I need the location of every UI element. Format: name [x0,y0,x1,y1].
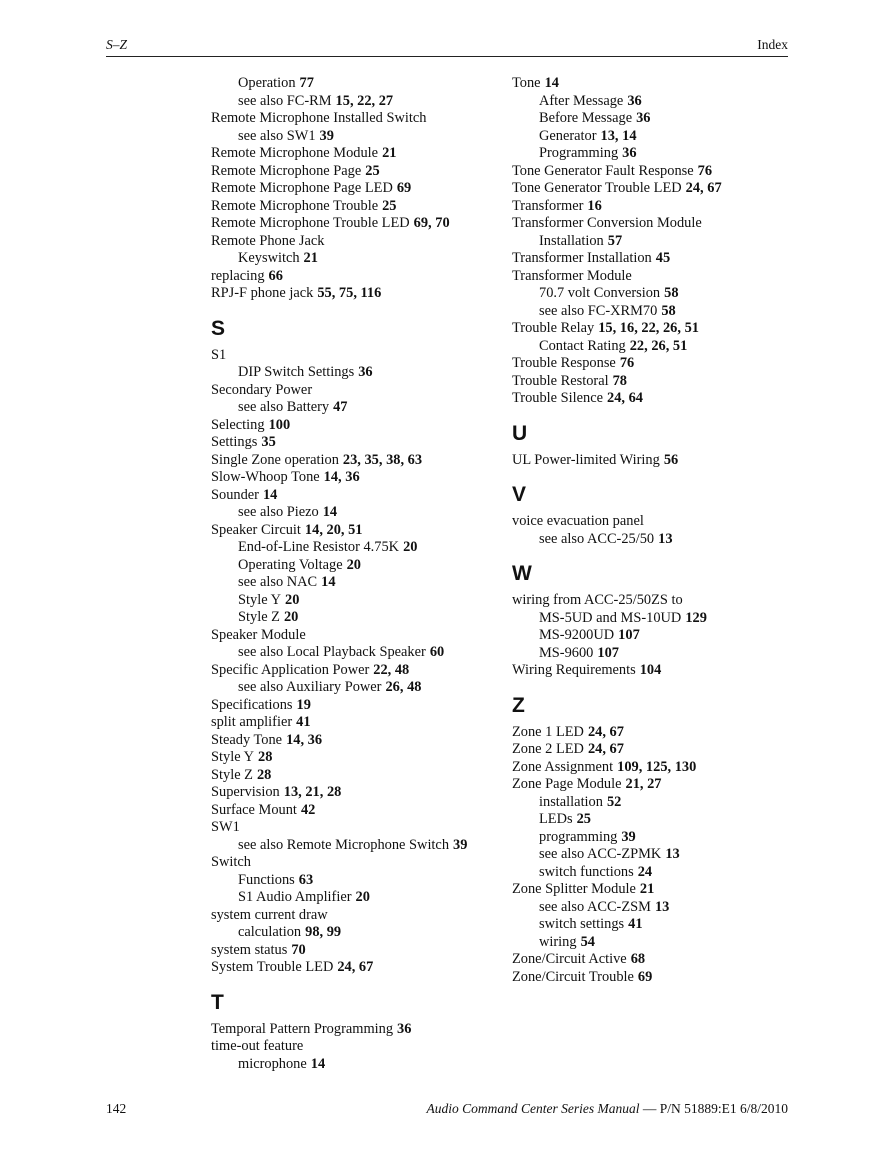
index-entry [512,75,802,93]
index-term: see also Auxiliary Power [238,679,382,695]
index-entry [211,110,501,128]
index-page-refs: 19 [296,696,311,713]
index-term: Transformer [512,197,584,214]
index-page-refs: 14 [321,574,336,590]
index-term: Remote Microphone Installed Switch [211,110,427,126]
index-entry [512,513,802,531]
index-term: Temporal Pattern Programming [211,1020,394,1037]
index-page-refs: 66 [268,267,283,284]
index-page-refs: 76 [619,355,635,371]
index-page-refs: 20 [403,539,418,555]
index-term: Zone Page Module [512,776,622,792]
index-page-refs: 20 [283,609,299,625]
index-subentry [512,145,802,163]
index-subentry [512,846,802,864]
index-term: Operating Voltage [238,556,343,573]
index-subentry [512,531,802,549]
index-term: Trouble Response [512,355,616,371]
index-term: see also ACC-ZSM [539,898,651,915]
index-term: Switch [211,854,251,870]
index-entry [211,1038,501,1056]
index-page-refs: 14 [310,1055,326,1072]
index-page-refs: 14, 36 [323,469,360,485]
index-term: Zone/Circuit Trouble [512,968,634,985]
index-entry [512,662,802,680]
index-entry [512,390,802,408]
index-subentry [512,934,802,952]
index-term: Specifications [211,696,293,713]
index-page-refs: 21 [303,250,318,266]
index-subentry [211,128,501,146]
index-page-refs: 20 [355,889,370,905]
index-letter-heading: W [512,562,532,585]
index-page-refs: 109, 125, 130 [617,758,697,775]
index-page-refs: 25 [576,811,591,827]
index-entry [211,767,501,785]
footer-manual-info [427,1101,789,1117]
index-term: Specific Application Power [211,661,370,678]
index-entry [512,250,802,268]
index-letter-heading: U [512,421,528,445]
index-entry [211,959,501,977]
index-entry [211,714,501,732]
index-term: 70.7 volt Conversion [539,285,661,301]
index-entry [211,347,501,365]
index-page-refs: 58 [661,302,676,319]
index-term: Steady Tone [211,731,283,748]
index-term: Before Message [539,110,633,126]
index-entry [211,452,501,470]
index-subentry [211,837,501,855]
index-term: programming [539,828,618,845]
index-subentry [211,574,501,592]
index-term: see also ACC-ZPMK [539,846,662,862]
index-term: MS-9600 [539,644,594,661]
index-entry [211,215,501,233]
index-term: see also ACC-25/50 [539,530,655,547]
index-term: Transformer Module [512,267,632,284]
index-term: DIP Switch Settings [238,364,355,380]
index-subentry [512,811,802,829]
index-subentry [512,128,802,146]
index-page-refs: 47 [333,399,348,415]
index-term: see also Piezo [238,504,319,520]
index-term: Style Z [238,609,280,625]
index-term: Settings [211,434,258,450]
index-term: Zone Splitter Module [512,881,636,897]
index-page-refs: 13, 21, 28 [283,784,342,800]
index-term: S1 [211,346,227,363]
index-term: Programming [539,145,619,161]
index-entry [512,951,802,969]
index-term: see also FC-RM [238,92,332,109]
index-page-refs: 21, 27 [625,776,662,792]
footer-part-info: — P/N 51889:E1 6/8/2010 [639,1101,788,1116]
index-term: Functions [238,871,295,888]
index-term: Style Y [238,591,282,608]
index-term: Sounder [211,486,259,503]
index-term: Trouble Relay [512,320,595,336]
index-page-refs: 68 [630,951,646,967]
index-term: voice evacuation panel [512,513,644,529]
index-subentry [211,539,501,557]
index-page-refs: 13, 14 [600,127,637,144]
index-term: Remote Microphone Page LED [211,180,393,196]
index-page-refs: 52 [606,793,622,810]
index-subentry [211,872,501,890]
index-entry [211,942,501,960]
index-page-refs: 104 [639,662,662,678]
index-subentry [512,93,802,111]
index-entry [512,320,802,338]
index-page-refs: 22, 48 [373,661,410,678]
index-term: Remote Microphone Trouble [211,197,379,214]
index-term: Speaker Module [211,626,306,643]
index-page-refs: 107 [597,644,619,661]
index-subentry [512,338,802,356]
index-page-refs: 24, 67 [587,741,624,757]
index-entry [512,741,802,759]
index-term: Tone Generator Trouble LED [512,180,682,196]
index-page-refs: 28 [258,749,273,765]
index-term: see also Local Playback Speaker [238,644,426,660]
index-term: Transformer Installation [512,250,652,266]
index-term: Supervision [211,784,280,800]
index-page-refs: 14 [322,504,338,520]
index-term: Surface Mount [211,801,297,818]
index-entry [512,268,802,286]
index-page-refs: 14 [262,486,278,503]
index-entry [211,627,501,645]
index-entry [512,776,802,794]
index-entry [211,522,501,540]
index-entry [211,819,501,837]
index-term: After Message [539,92,624,109]
index-term: Trouble Silence [512,390,604,406]
index-page-refs: 24, 67 [337,959,374,975]
index-page-refs: 69 [396,180,412,196]
index-page-refs: 25 [382,197,397,214]
index-page-refs: 13 [654,898,670,915]
index-entry [211,233,501,251]
index-page-refs: 63 [298,871,314,888]
index-entry [211,784,501,802]
index-entry [512,355,802,373]
index-entry [211,434,501,452]
running-header-title: Index [757,37,788,52]
index-subentry [512,864,802,882]
index-page-refs: 55, 75, 116 [317,285,382,301]
index-term: Zone 2 LED [512,741,584,757]
index-page-refs: 100 [268,416,291,433]
index-entry [211,382,501,400]
index-letter-heading: S [211,316,226,340]
index-subentry [512,285,802,303]
index-letter-heading: Z [512,693,525,717]
index-page-refs: 26, 48 [385,679,422,695]
index-term: Generator [539,127,597,144]
index-entry [211,198,501,216]
index-page-refs: 24, 67 [587,723,624,740]
index-column-left [211,75,501,1073]
page-number: 142 [106,1101,127,1116]
index-subentry [512,899,802,917]
index-subentry [211,364,501,382]
index-page-refs: 69 [637,968,653,985]
index-subentry [211,1056,501,1074]
index-page-refs: 14 [544,75,559,91]
index-term: replacing [211,267,265,284]
index-page-refs: 42 [300,801,316,818]
index-term: MS-5UD and MS-10UD [539,609,682,626]
index-entry [512,759,802,777]
index-page-refs: 60 [429,644,445,660]
index-page-refs: 25 [365,162,380,179]
index-page-refs: 56 [663,451,679,468]
index-entry [512,592,802,610]
index-term: Remote Microphone Trouble LED [211,215,410,231]
index-letter-heading: T [211,990,224,1014]
index-term: switch settings [539,916,625,932]
running-header-section: S–Z [106,37,128,52]
index-subentry [211,557,501,575]
index-term: Remote Phone Jack [211,232,325,249]
footer-manual-title: Audio Command Center Series Manual [426,1101,640,1116]
index-term: Secondary Power [211,381,313,398]
index-term: Installation [539,232,604,249]
index-term: see also FC-XRM70 [539,302,658,319]
index-term: Remote Microphone Module [211,145,379,161]
index-term: S1 Audio Amplifier [238,889,352,905]
index-entry [512,452,802,470]
index-term: see also SW1 [238,127,316,144]
index-page-refs: 13 [665,846,680,862]
index-term: microphone [238,1055,307,1072]
index-term: calculation [238,924,302,940]
index-subentry [512,110,802,128]
index-term: Speaker Circuit [211,521,301,538]
index-page-refs: 14, 20, 51 [304,521,363,538]
index-page-refs: 35 [261,434,276,450]
index-page-refs: 14, 36 [286,731,323,748]
index-term: see also Remote Microphone Switch [238,836,450,853]
index-term: End-of-Line Resistor 4.75K [238,539,400,555]
index-term: Single Zone operation [211,451,339,468]
index-entry [211,145,501,163]
index-entry [512,180,802,198]
index-term: Zone Assignment [512,758,614,775]
index-term: System Trouble LED [211,959,334,975]
index-term: Keyswitch [238,250,300,266]
index-page-refs: 76 [697,162,713,179]
index-entry [512,724,802,742]
index-page-refs: 20 [285,591,300,608]
index-term: Remote Microphone Page [211,162,362,179]
index-subentry [512,645,802,663]
index-term: LEDs [539,811,573,827]
index-term: installation [539,793,603,810]
index-subentry [211,93,501,111]
index-page-refs: 20 [346,556,361,573]
index-term: Style Z [211,766,253,783]
index-entry [211,469,501,487]
index-term: Contact Rating [539,337,626,354]
index-subentry [211,924,501,942]
index-page-refs: 78 [612,372,627,389]
index-subentry [512,303,802,321]
index-page-refs: 36 [636,110,651,126]
index-term: Zone 1 LED [512,723,584,740]
index-page-refs: 36 [622,145,637,161]
index-entry [211,417,501,435]
index-subentry [512,233,802,251]
index-page-refs: 98, 99 [305,924,342,940]
index-page-refs: 39 [319,127,334,144]
index-term: Trouble Restoral [512,372,609,389]
index-subentry [512,627,802,645]
index-term: Tone [512,75,541,91]
index-term: system current draw [211,906,328,923]
index-term: Wiring Requirements [512,662,636,678]
index-entry [512,881,802,899]
index-term: system status [211,941,288,958]
index-page-refs: 39 [453,836,468,853]
index-entry [211,854,501,872]
index-page-refs: 16 [587,197,602,214]
index-page-refs: 24, 64 [607,390,643,406]
index-page-refs: 77 [299,75,314,91]
index-subentry [211,250,501,268]
index-page-refs: 15, 22, 27 [335,92,394,109]
index-term: switch functions [539,863,634,880]
index-term: RPJ-F phone jack [211,285,314,301]
index-subentry [512,916,802,934]
index-entry [211,802,501,820]
index-page-refs: 58 [664,285,679,301]
index-subentry [211,679,501,697]
index-page-refs: 28 [256,766,272,783]
index-term: wiring from ACC-25/50ZS to [512,592,683,608]
index-subentry [211,504,501,522]
index-term: wiring [539,933,577,950]
index-subentry [211,399,501,417]
index-term: Slow-Whoop Tone [211,469,320,485]
index-entry [211,1021,501,1039]
index-entry [211,697,501,715]
index-entry [211,163,501,181]
index-page-refs: 24 [637,863,653,880]
index-term: MS-9200UD [539,627,615,643]
index-term: Selecting [211,416,265,433]
index-page-refs: 24, 67 [685,180,722,196]
index-entry [512,163,802,181]
index-subentry [211,592,501,610]
index-entry [211,180,501,198]
index-page-refs: 36 [397,1020,412,1037]
index-page-refs: 39 [621,828,636,845]
index-subentry [211,644,501,662]
index-term: Style Y [211,749,255,765]
index-page-refs: 45 [655,250,671,266]
index-term: UL Power-limited Wiring [512,451,660,468]
index-page-refs: 41 [296,714,311,730]
index-entry [512,198,802,216]
index-page-refs: 36 [627,92,642,109]
index-term: Operation [238,75,296,91]
index-page-refs: 54 [580,933,595,950]
index-term: Tone Generator Fault Response [512,162,694,179]
index-entry [211,285,501,303]
index-entry [211,268,501,286]
index-entry [512,969,802,987]
index-entry [512,373,802,391]
index-page-refs: 23, 35, 38, 63 [342,451,423,468]
index-page-refs: 57 [607,232,623,249]
index-page-refs: 22, 26, 51 [629,337,688,354]
index-subentry [211,75,501,93]
index-subentry [512,610,802,628]
header-rule [106,56,788,57]
index-term: Transformer Conversion Module [512,215,702,231]
index-page-refs: 21 [639,881,655,897]
index-page-refs: 41 [628,916,643,932]
index-page-refs: 129 [685,609,707,626]
index-subentry [512,829,802,847]
index-page-refs: 21 [382,145,397,161]
index-term: Zone/Circuit Active [512,951,627,967]
index-entry [211,907,501,925]
index-column-right [512,75,802,986]
index-page-refs: 107 [618,627,640,643]
index-subentry [512,794,802,812]
index-term: SW1 [211,819,240,835]
index-term: see also NAC [238,574,318,590]
index-page-refs: 70 [291,941,306,958]
index-page-refs: 13 [658,530,673,547]
index-letter-heading: V [512,483,527,506]
index-page-refs: 36 [358,364,373,380]
index-term: see also Battery [238,399,330,415]
index-page-refs: 69, 70 [413,215,450,231]
index-subentry [211,609,501,627]
index-entry [211,749,501,767]
index-entry [211,662,501,680]
index-term: time-out feature [211,1038,304,1054]
index-page-refs: 15, 16, 22, 26, 51 [598,320,699,336]
index-entry [211,487,501,505]
index-term: split amplifier [211,714,293,730]
index-subentry [211,889,501,907]
index-entry [211,732,501,750]
index-entry [512,215,802,233]
